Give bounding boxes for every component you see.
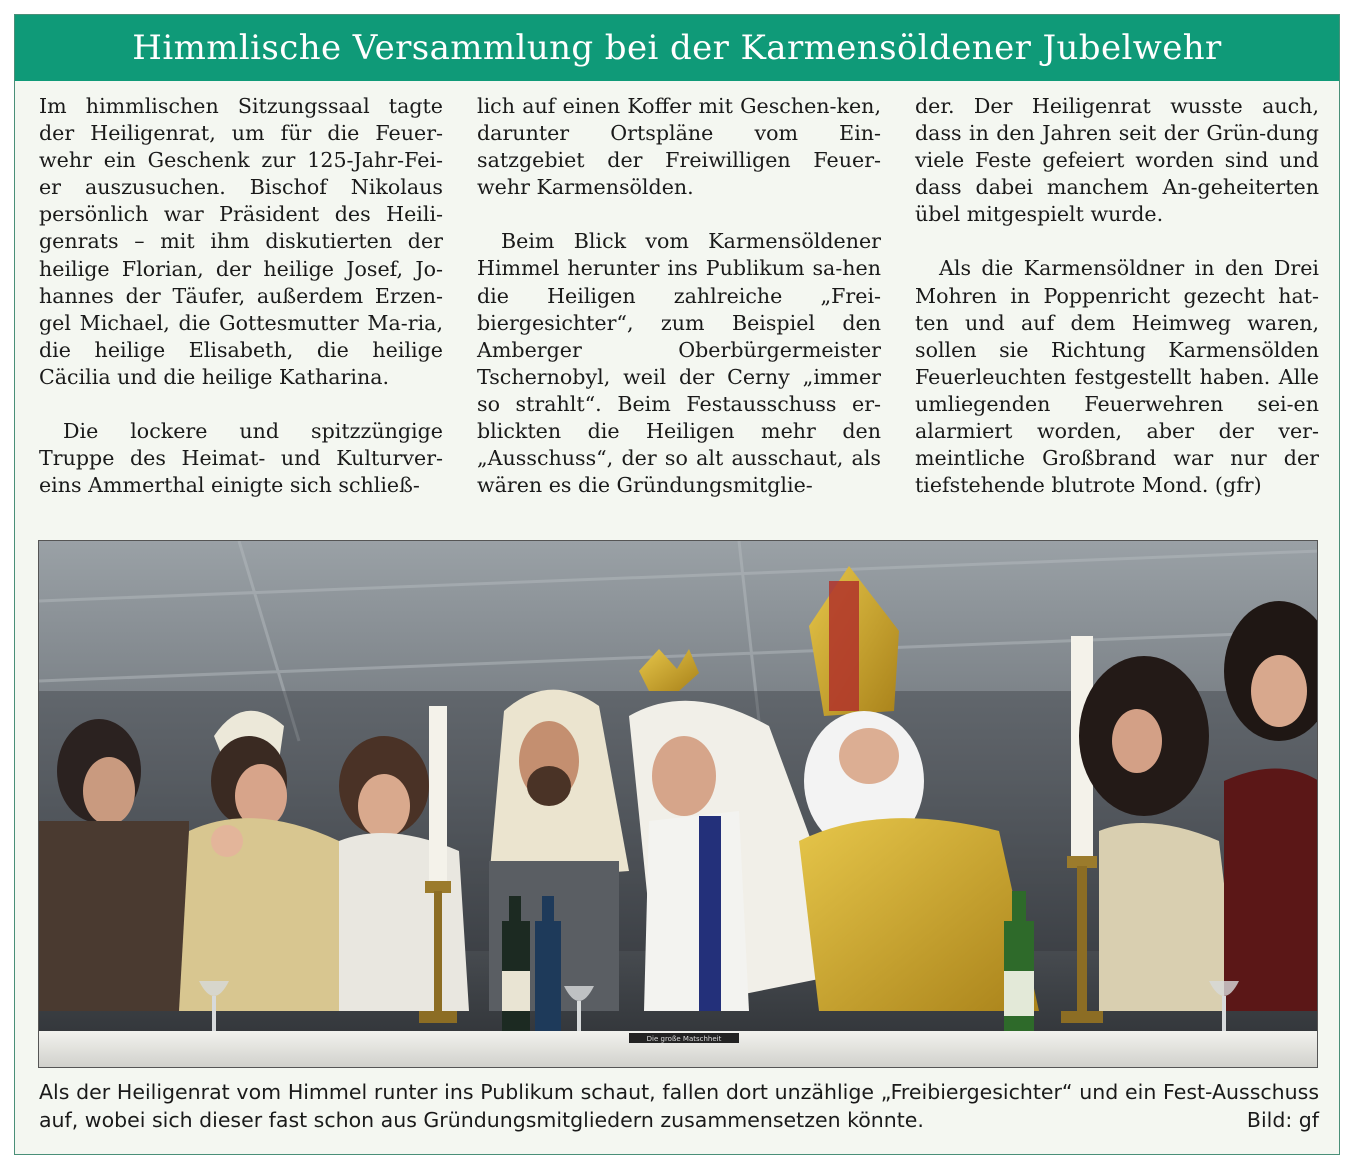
paragraph: der. Der Heiligenrat wusste auch, dass in den Jahren seit der Grün-dung viele Feste gefeiert worden sind und dass dabei manchem An-geheiterten übel mitgespielt wurde. [915, 94, 1319, 227]
text-column-3 [915, 93, 1319, 499]
article-box [14, 14, 1340, 1155]
paragraph: Im himmlischen Sitzungssaal tagte der Heiligenrat, um für die Feuer-wehr ein Geschenk zur 125-Jahr-Fei-er auszusuchen. Bischof Nikolaus persönlich war Präsident des Heili-genrats – mit ihm diskutierten der heilige Florian, der heilige Josef, Jo-hannes der Täufer, außerdem Erzen-gel Michael, die Gottesmutter Ma-ria, die heilige Elisabeth, die heilige Cäcilia und die heilige Katharina. [39, 94, 443, 389]
text-column-2 [477, 93, 881, 499]
photo-illustration [39, 541, 1318, 1068]
paragraph: Beim Blick vom Karmensöldener Himmel herunter ins Publikum sa-hen die Heiligen zahlreiche „Frei-biergesichter“, zum Beispiel den Amberger Oberbürgermeister Tschernobyl, weil der Cerny „immer so strahlt“. Beim Festausschuss er-blickten die Heiligen mehr den „Ausschuss“, der so alt ausschaut, als wären es die Gründungsmitglie- [477, 229, 881, 498]
paragraph: Die lockere und spitzzüngige Truppe des Heimat- und Kulturver-eins Ammerthal einigte sich schließ- [39, 419, 443, 498]
headline-bar [15, 15, 1339, 81]
caption-text: Als der Heiligenrat vom Himmel runter ins Publikum schaut, fallen dort unzählige „Freibiergesichter“ und ein Fest-Ausschuss auf, wobei sich dieser fast schon aus Gründungsmitgliedern zusammensetzen könnte. [39, 1080, 1319, 1132]
photo-credit: Bild: gf [1246, 1108, 1319, 1132]
paragraph: Als die Karmensöldner in den Drei Mohren in Poppenricht gezecht hat-ten und auf dem Heimweg waren, sollen sie Richtung Karmensölden Feuerleuchten festgestellt haben. Alle umliegenden Feuerwehren sei-en alarmiert worden, aber der ver-meintliche Großbrand war nur der tiefstehende blutrote Mond. (gfr) [915, 256, 1319, 498]
text-column-1 [39, 93, 443, 499]
headline: Himmlische Versammlung bei der Karmensöldener Jubelwehr [132, 28, 1222, 68]
photo-caption [39, 1078, 1319, 1134]
table-sign-label: Die große Matschheit [646, 1035, 722, 1043]
paragraph: lich auf einen Koffer mit Geschen-ken, darunter Ortspläne vom Ein-satzgebiet der Freiwilligen Feuer-wehr Karmensölden. [477, 94, 881, 200]
person-figure [1224, 601, 1318, 1011]
article-photo [38, 540, 1318, 1068]
